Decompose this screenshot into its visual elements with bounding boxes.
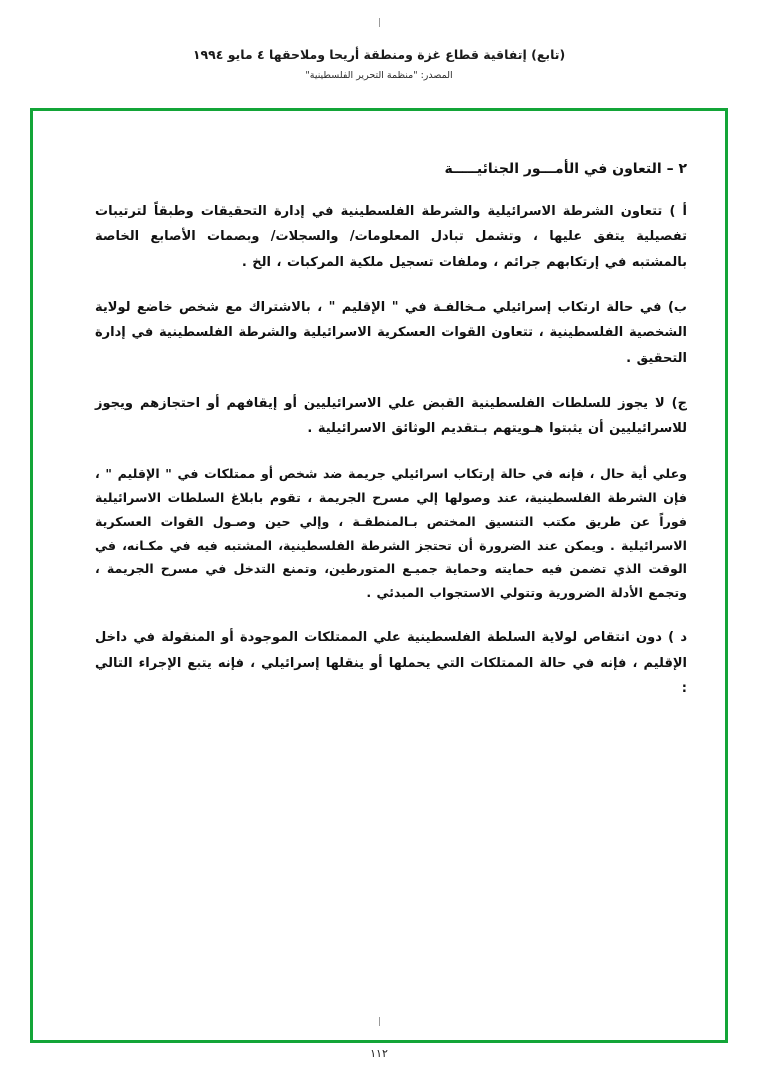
document-body	[95, 161, 687, 721]
paragraph-clause-b: ب) في حالة ارتكاب إسرائيلي مـخالفـة في " الإقليم " ، بالاشتراك مع شخص خاضع لولاية الشخصية الفلسطينية ، تتعاون القوات العسكرية الاسرائيلية والشرطة الفلسطينية في إدارة التحقيق .	[95, 300, 687, 366]
page-number: ١١٢	[370, 1047, 388, 1060]
header-title: (تابع) إتفاقية قطاع غزة ومنطقة أريحا وملاحقها ٤ مايو ١٩٩٤	[192, 47, 566, 62]
bottom-registration-mark	[379, 1017, 380, 1026]
top-registration-mark	[379, 18, 380, 27]
section-title: ٢ – التعاون في الأمـــور الجنائيـــــة	[444, 161, 687, 177]
paragraph-clause-d: د ) دون انتقاص لولاية السلطة الفلسطينية علي الممتلكات الموجودة أو المنقولة في داخل الإقليم ، فإنه في حالة الممتلكات التي يحملها أو ينقلها إسرائيلي ، فإنه يتبع الإجراء التالي :	[95, 630, 687, 696]
paragraph-clause-c-continued: وعلي أية حال ، فإنه في حالة إرتكاب اسرائيلي جريمة ضد شخص أو ممتلكات في " الإقليم " ، فإن الشرطة الفلسطينية، عند وصولها إلي مسرح الجريمة ، تقوم بابلاغ السلطات الاسرائيلية فوراً عن طريق مكتب التنسيق المختص بـالمنطقـة ، وإلي حين وصـول القوات العسكرية الاسرائيلية . ويمكن عند الضرورة أن تحتجز الشرطة الفلسطينية، المشتبه فيه في مكـانه، في الوقت الذي تضمن فيه حمايته وحماية جميـع المتورطين، وتمنع التدخل في مسرح الجريمة ، وتجمع الأدلة الضرورية وتتولي الاستجواب المبدئي .	[95, 465, 687, 601]
paragraph-clause-c: ج) لا يجوز للسلطات الفلسطينية القبض علي الاسرائيليين أو إيقافهم أو احتجازهم ويجوز للاسرائيليين أن يثبتوا هـويتهم بـتقديم الوثائق الاسرائيلية .	[95, 396, 687, 437]
page-header	[0, 46, 758, 82]
header-source: المصدر: "منظمة التحرير الفلسطينية"	[305, 69, 453, 81]
paragraph-clause-a: أ ) تتعاون الشرطة الاسرائيلية والشرطة الفلسطينية في إدارة التحقيقات وطبقاً لترتيبات تفصيلية يتفق عليها ، وتشمل تبادل المعلومات/ والسجلات/ وبصمات الأصابع الخاصة بالمشتبه في إرتكابهم جرائم ، وملفات تسجيل ملكية المركبات ، الخ .	[95, 204, 687, 270]
content-frame	[30, 108, 728, 1043]
